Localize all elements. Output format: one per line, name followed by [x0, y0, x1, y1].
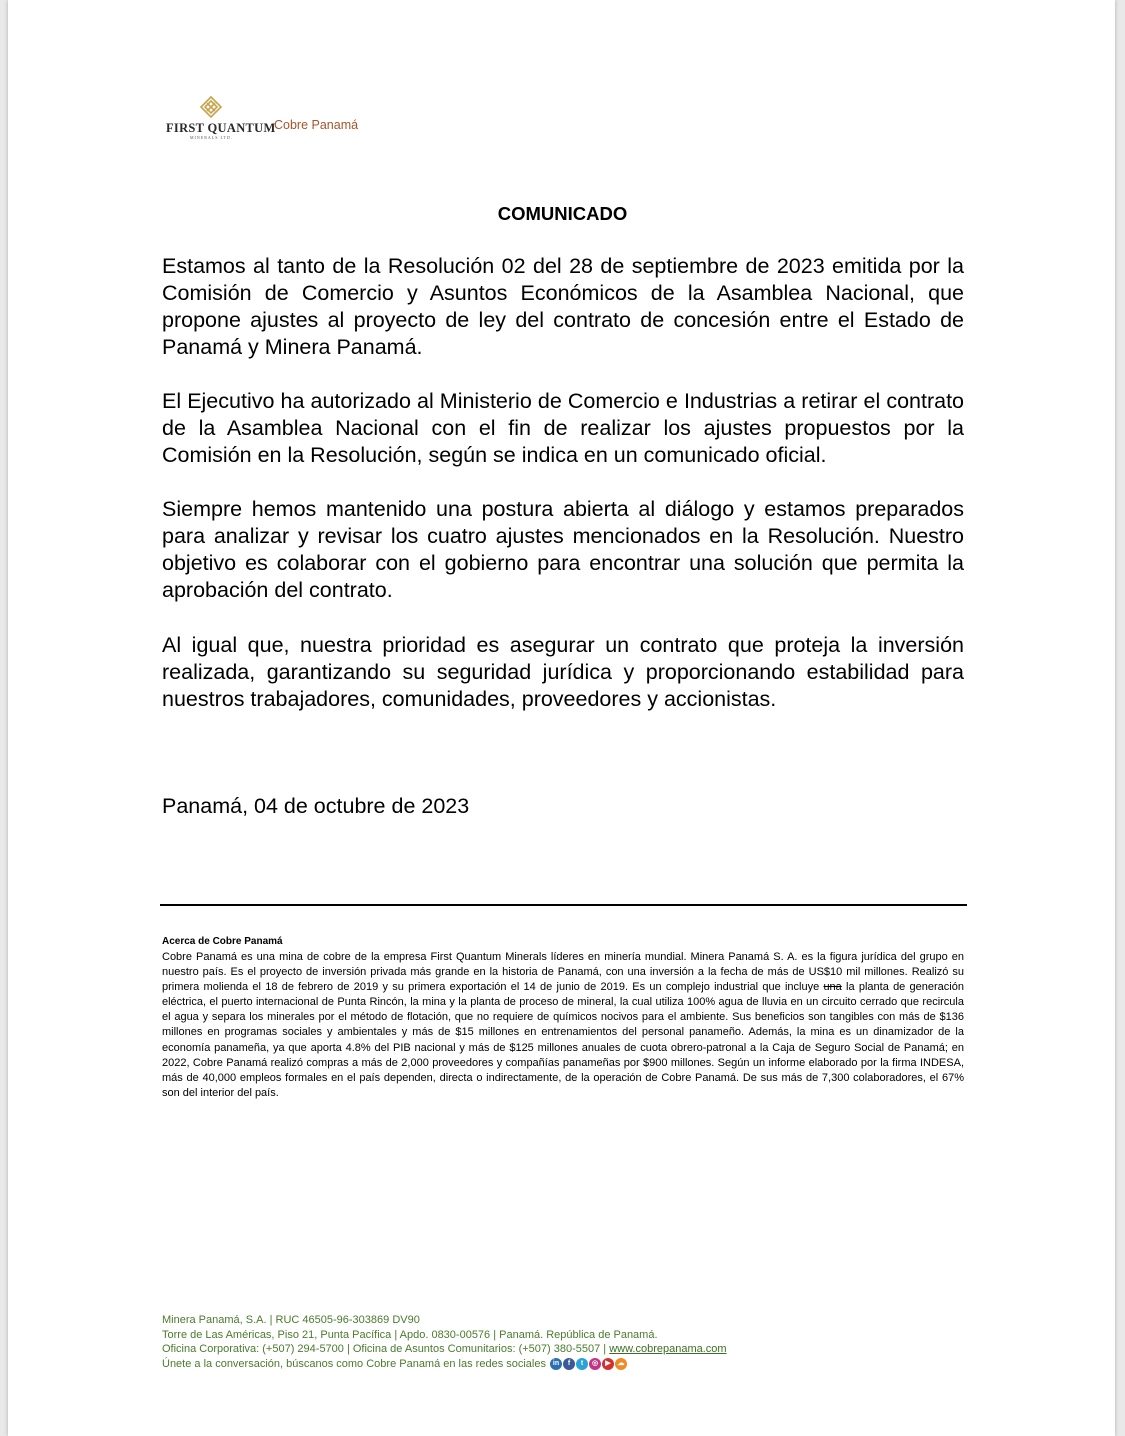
website-link[interactable]: www.cobrepanama.com: [609, 1343, 727, 1355]
footer-phones-text: Oficina Corporativa: (+507) 294-5700 | Oficina de Asuntos Comunitarios: (+507) 380-5507 |: [162, 1343, 610, 1355]
paragraph-1: Estamos al tanto de la Resolución 02 del 28 de septiembre de 2023 emitida por la Comisión de Comercio y Asuntos Económicos de la Asamblea Nacional, que propone ajustes al proyecto de ley del contrato de concesión entre el Estado de Panamá y Minera Panamá.: [162, 254, 964, 359]
footer-phones: [162, 1342, 727, 1357]
instagram-icon[interactable]: ◎: [589, 1358, 601, 1370]
paragraph-3: Siempre hemos mantenido una postura abierta al diálogo y estamos preparados para analizar y revisar los cuatro ajustes mencionados en la Resolución. Nuestro objetivo es colaborar con el gobierno para encontrar una solución que permita la aprobación del contrato.: [162, 497, 964, 602]
soundcloud-icon[interactable]: ☁: [615, 1358, 627, 1370]
footer-social-text: Únete a la conversación, búscanos como Cobre Panamá en las redes sociales: [162, 1357, 546, 1370]
brand-name: Cobre Panamá: [274, 118, 359, 132]
company-name: FIRST QUANTUM: [166, 121, 276, 135]
footer-address: Torre de Las Américas, Piso 21, Punta Pacífica | Apdo. 0830-00576 | Panamá. República de Panamá.: [162, 1328, 658, 1341]
document-date: Panamá, 04 de octubre de 2023: [162, 794, 470, 818]
about-text-start: Cobre Panamá es una mina de cobre de la empresa First Quantum Minerals líderes en minería mundial. Minera Panamá S. A. es la figura jurídica del grupo en nuestro país. Es el proyecto de inversión privada más grande en la historia de Panamá, con una inversión a la fecha de más de US$10 mil millones. Realizó su primera molienda el 18 de febrero de 2019 y su primera exportación el 14 de junio de 2019. Es un complejo industrial que incluye: [162, 951, 964, 994]
about-text: [162, 950, 964, 1101]
paragraph-4: Al igual que, nuestra prioridad es asegurar un contrato que proteja la inversión realizada, garantizando su seguridad jurídica y proporcionando estabilidad para nuestros trabajadores, comunidades, proveedores y accionistas.: [162, 633, 964, 711]
paragraph-2: El Ejecutivo ha autorizado al Ministerio de Comercio e Industrias a retirar el contrato de la Asamblea Nacional con el fin de realizar los ajustes propuestos por la Comisión en la Resolución, según se indica en un comunicado oficial.: [162, 389, 964, 467]
linkedin-icon[interactable]: in: [550, 1358, 562, 1370]
twitter-icon[interactable]: t: [576, 1358, 588, 1370]
footer-social: [162, 1357, 727, 1372]
about-heading: Acerca de Cobre Panamá: [162, 936, 283, 947]
footer: [162, 1313, 727, 1371]
footer-company: Minera Panamá, S.A. | RUC 46505-96-303869 DV90: [162, 1314, 420, 1326]
social-icons: [550, 1357, 628, 1372]
about-text-end: la planta de generación eléctrica, el puerto internacional de Punta Rincón, la mina y la planta de proceso de mineral, la cual utiliza 100% agua de lluvia en un circuito cerrado que recircula el agua y separa los minerales por el método de flotación, que no requiere de químicos nocivos para el ambiente. Sus beneficios son tangibles con más de $136 millones en programas sociales y ambientales y más de $15 millones en entrenamientos del personal panameño. Además, la mina es un dinamizador de la economía panameña, ya que aporta 4.8% del PIB nacional y más de $125 millones anuales de cuota obrero-patronal a la Caja de Seguro Social de Panamá; en 2022, Cobre Panamá realizó compras a más de 2,000 proveedores y compañías panameñas por $900 millones. Según un informe elaborado por la firma INDESA, más de 40,000 empleos formales en el país dependen, directa o indirectamente, de la operación de Cobre Panamá. De sus más de 7,300 colaboradores, el 67% son del interior del país.: [162, 981, 964, 1099]
company-subtitle: MINERALS LTD.: [190, 135, 233, 140]
facebook-icon[interactable]: f: [563, 1358, 575, 1370]
divider: [160, 904, 967, 906]
youtube-icon[interactable]: ▶: [602, 1358, 614, 1370]
first-quantum-logo-icon: [200, 96, 222, 118]
document-title: COMUNICADO: [497, 203, 628, 224]
about-struck-word: una: [823, 981, 842, 994]
